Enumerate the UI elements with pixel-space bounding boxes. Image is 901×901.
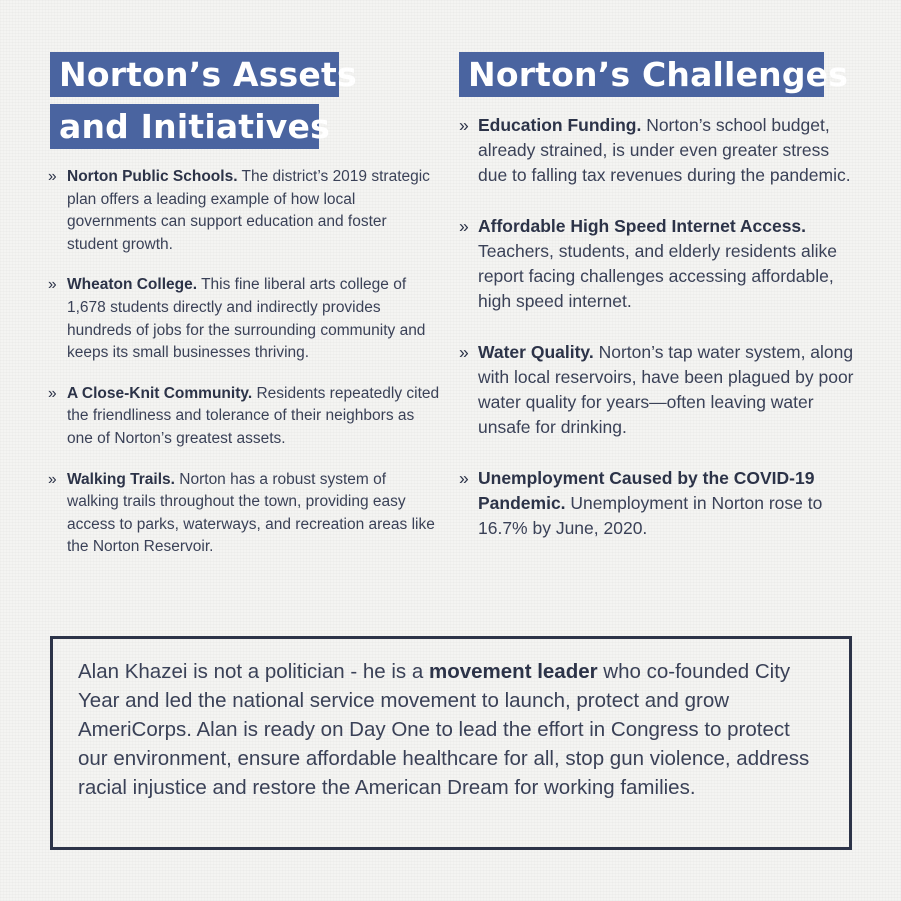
challenges-list	[459, 113, 859, 567]
item-title: Affordable High Speed Internet Access.	[478, 216, 807, 236]
item-title: Education Funding.	[478, 115, 642, 135]
assets-list-item	[48, 274, 440, 364]
item-title: Unemployment Caused by the COVID-19 Pandemic.	[478, 468, 815, 513]
candidate-callout-box	[50, 636, 852, 850]
challenges-list-item	[459, 340, 859, 440]
assets-list-item	[48, 383, 440, 451]
item-title: Norton Public Schools.	[67, 168, 238, 185]
bullet-chevron-icon: »	[48, 384, 57, 402]
bullet-chevron-icon: »	[48, 168, 57, 185]
item-title: Water Quality.	[478, 342, 594, 362]
assets-list-item	[48, 469, 440, 559]
item-body: Norton’s tap water system, along with local reservoirs, have been plagued by poor water quality for years—often leaving water unsafe for drinking.	[478, 342, 854, 437]
item-body: The district’s 2019 strategic plan offers a leading example of how local governments can support education and foster student growth.	[67, 168, 430, 253]
assets-list-item	[48, 166, 440, 256]
bullet-chevron-icon: »	[459, 342, 469, 362]
challenges-list-item	[459, 466, 859, 541]
item-body: Teachers, students, and elderly residents alike report facing challenges accessing affordable, high speed internet.	[478, 241, 837, 311]
bullet-chevron-icon: »	[48, 470, 57, 488]
assets-heading-line2: and Initiatives	[50, 104, 319, 149]
challenges-list-item	[459, 214, 859, 314]
bullet-chevron-icon: »	[48, 276, 57, 294]
callout-text-before: Alan Khazei is not a politician - he is a	[78, 660, 429, 683]
item-body: This fine liberal arts college of 1,678 students directly and indirectly provides hundreds of jobs for the surrounding community and keeps its small businesses thriving.	[67, 276, 426, 362]
callout-text-after: who co-founded City Year and led the national service movement to launch, protect and grow AmeriCorps. Alan is ready on Day One to lead the effort in Congress to protect our environment, ensure affordable healthcare for all, stop gun violence, address racial injustice and restore the American Dream for working families.	[78, 660, 810, 799]
assets-heading-line1: Norton’s Assets	[50, 52, 339, 97]
item-body: Residents repeatedly cited the friendliness and tolerance of their neighbors as one of Norton’s greatest assets.	[67, 384, 440, 447]
assets-list	[48, 166, 440, 577]
challenges-list-item	[459, 113, 859, 188]
item-title: Wheaton College.	[67, 276, 198, 294]
bullet-chevron-icon: »	[459, 115, 469, 135]
item-title: Walking Trails.	[67, 470, 175, 488]
item-body: Unemployment in Norton rose to 16.7% by June, 2020.	[478, 493, 823, 538]
item-body: Norton has a robust system of walking trails throughout the town, providing easy access to parks, waterways, and recreation areas like the Norton Reservoir.	[67, 470, 435, 556]
bullet-chevron-icon: »	[459, 468, 469, 488]
item-body: Norton’s school budget, already strained, is under even greater stress due to falling tax revenues during the pandemic.	[478, 115, 851, 185]
challenges-heading: Norton’s Challenges	[459, 52, 824, 97]
callout-emphasis: movement leader	[428, 660, 598, 683]
item-title: A Close-Knit Community.	[67, 384, 253, 402]
bullet-chevron-icon: »	[459, 216, 469, 236]
